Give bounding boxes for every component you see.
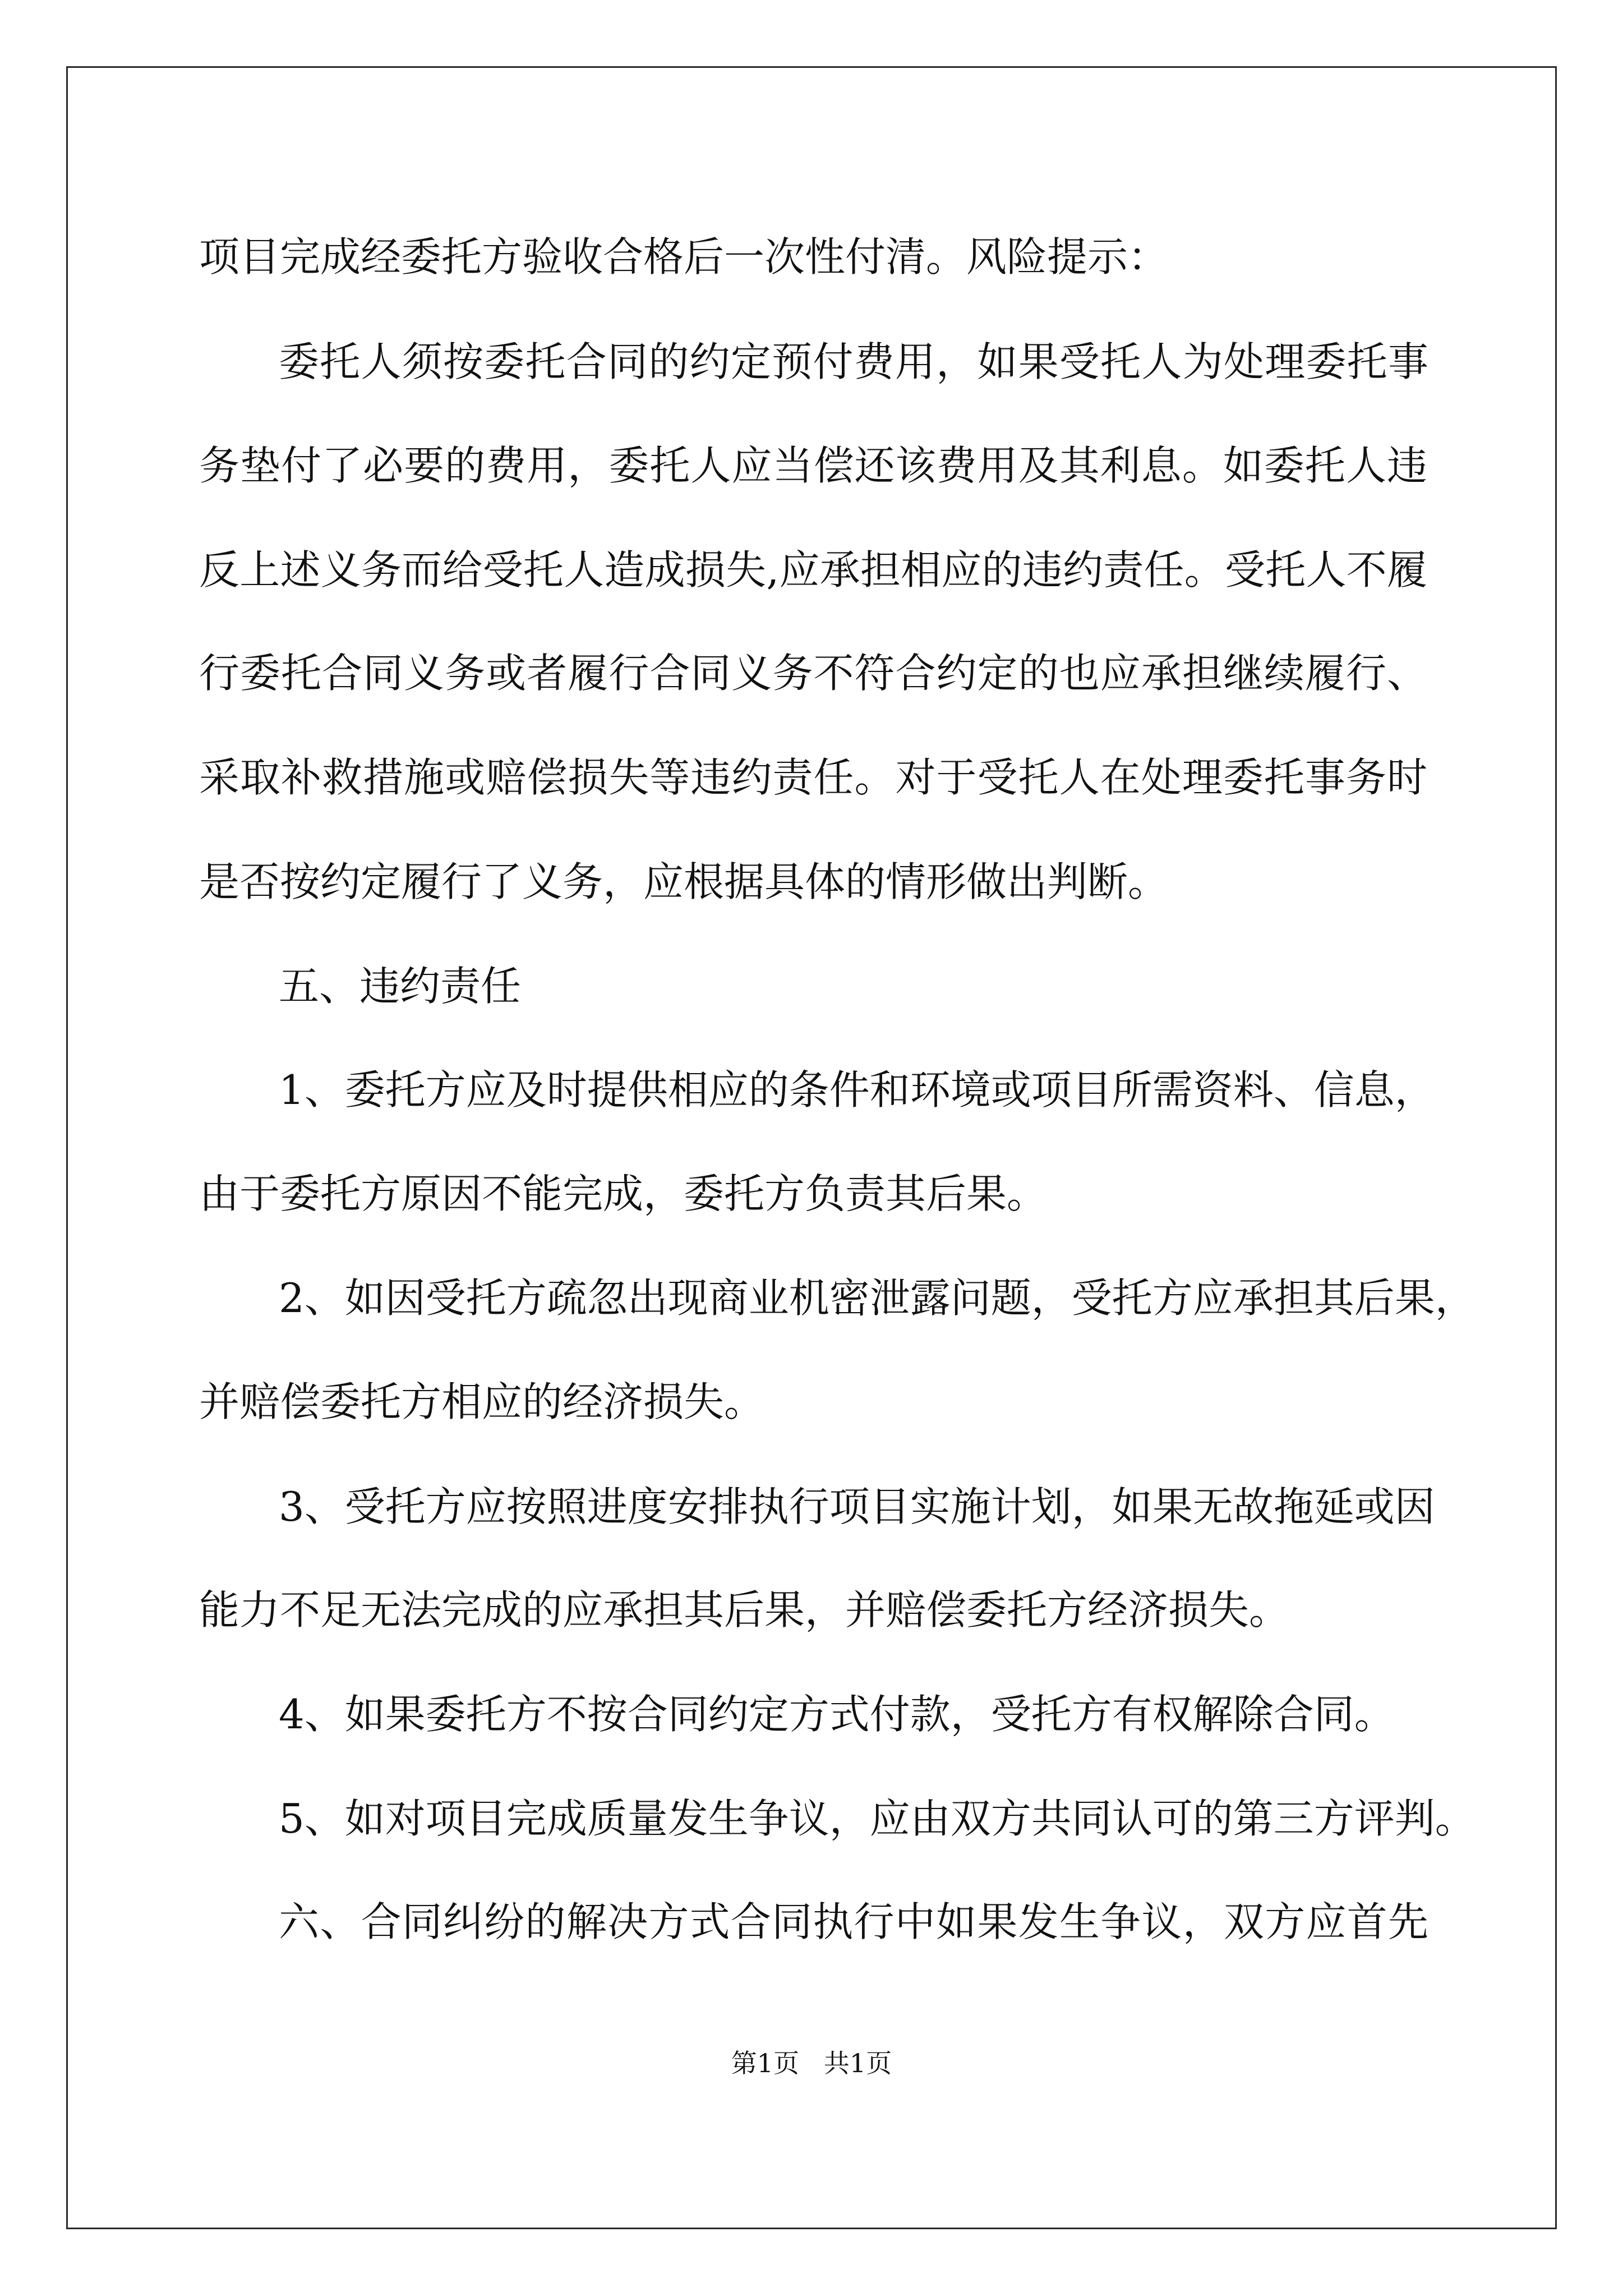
list-item-2-line-1: 2、如因受托方疏忽出现商业机密泄露问题，受托方应承担其后果， — [279, 1274, 1476, 1322]
list-item-5: 5、如对项目完成质量发生争议，应由双方共同认可的第三方评判。 — [279, 1795, 1476, 1842]
body-line-7: 是否按约定履行了义务，应根据具体的情形做出判断。 — [199, 858, 1169, 905]
body-line-6: 采取补救措施或赔偿损失等违约责任。对于受托人在处理委托事务时 — [199, 754, 1427, 801]
body-line-2: 委托人须按委托合同的约定预付费用，如果受托人为处理委托事 — [279, 338, 1428, 385]
section-heading-5: 五、违约责任 — [279, 963, 522, 1010]
body-line-3: 务垫付了必要的费用，委托人应当偿还该费用及其利息。如委托人违 — [199, 442, 1427, 489]
body-line-5: 行委托合同义务或者履行合同义务不符合约定的也应承担继续履行、 — [199, 650, 1427, 697]
list-item-1-line-2: 由于委托方原因不能完成，委托方负责其后果。 — [199, 1170, 1048, 1217]
body-line-4: 反上述义务而给受托人造成损失,应承担相应的违约责任。受托人不履 — [199, 546, 1427, 593]
list-item-1-line-1: 1、委托方应及时提供相应的条件和环境或项目所需资料、信息， — [279, 1066, 1435, 1114]
section-heading-6: 六、合同纠纷的解决方式合同执行中如果发生争议，双方应首先 — [279, 1898, 1428, 1945]
list-item-3-line-1: 3、受托方应按照进度安排执行项目实施计划，如果无故拖延或因 — [279, 1483, 1435, 1530]
page-number-footer: 第1页 共1页 — [731, 2048, 892, 2078]
list-item-4: 4、如果委托方不按合同约定方式付款，受托方有权解除合同。 — [279, 1691, 1395, 1738]
body-line-1: 项目完成经委托方验收合格后一次性付清。风险提示： — [199, 233, 1169, 280]
list-item-3-line-2: 能力不足无法完成的应承担其后果，并赔偿委托方经济损失。 — [199, 1586, 1290, 1634]
list-item-2-line-2: 并赔偿委托方相应的经济损失。 — [199, 1378, 765, 1425]
